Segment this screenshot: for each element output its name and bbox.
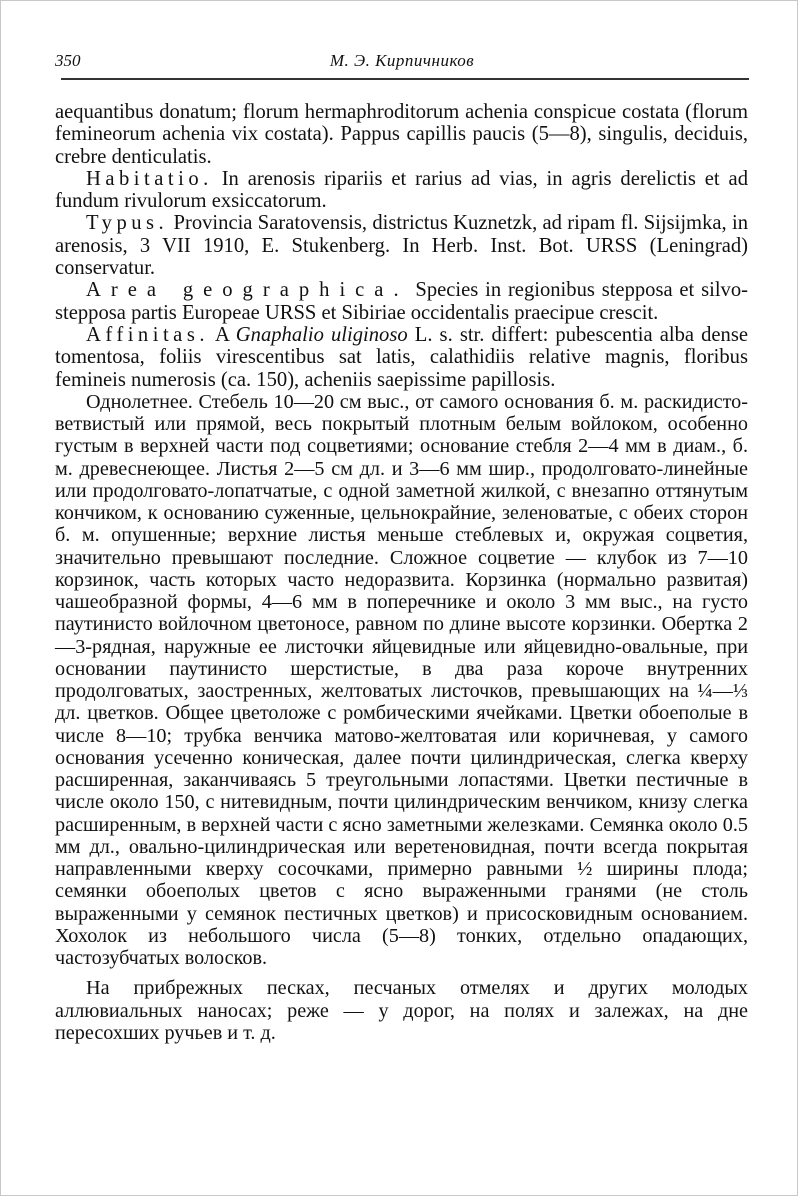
typus-label: Typus. bbox=[86, 212, 169, 235]
area-text: Species in regionibus stepposa et silvo-stepposa partis Europeae URSS et Sibiriae occidentalis praecipue crescit. bbox=[55, 279, 748, 324]
affinitas-species: Gnaphalio uliginoso bbox=[235, 323, 408, 346]
russian-description-paragraph: Однолетнее. Стебель 10—20 см выс., от самого основания б. м. раскидисто-ветвистый или прямой, весь покрытый плотным белым войлоком, особенно густым в верхней части под соцветиями; основание стебля 2—4 мм в диам., б. м. древеснеющее. Листья 2—5 см дл. и 3—6 мм шир., продолговато-линейные или продолговато-лопатчатые, с одной заметной жилкой, с внезапно оттянутым кончиком, к основанию суженные, цельнокрайние, зеленоватые, с обеих сторон б. м. опушенные; верхние листья меньше стеблевых и, окружая соцветия, значительно превышают последние. Сложное соцветие — клубок из 7—10 корзинок, часть которых часто недоразвита. Корзинка (нормально развитая) чашеобразной формы, 4—6 мм в поперечнике и около 3 мм выс., на густо паутинисто войлочном цветоносе, равном по длине высоте корзинки. Обертка 2—3-рядная, наружные ее листочки яйцевидные или яйцевидно-овальные, при основании паутинисто шерстистые, в два раза короче внутренних продолговатых, заостренных, желтоватых листочков, превышающих на ¼—⅓ дл. цветков. Общее цветоложе с ромбическими ячейками. Цветки обоеполые в числе 8—10; трубка венчика матово-желтоватая или коричневая, у самого основания усеченно коническая, далее почти цилиндрическая, слегка кверху расширенная, заканчиваясь 5 треугольными лопастями. Цветки пестичные в числе около 150, с нитевидным, почти цилиндрическим венчиком, книзу слегка расширенным, в верхней части с ясно заметными железками. Семянка около 0.5 мм дл., овально-цилиндрическая или веретеновидная, почти всегда покрытая направленными кверху сосочками, примерно равными ½ ширины плода; семянки обоеполых цветов с ясно выраженными гранями (не столь выраженными у семянок пестичных цветков) и присосковидным основанием. Хохолок из небольшого числа (5—8) тонких, отдельно опадающих, частозубчатых волосков. bbox=[55, 390, 748, 970]
area-label: Area geographica. bbox=[86, 279, 409, 302]
affinitas-pre: A bbox=[208, 323, 236, 346]
habitatio-text: In arenosis ripariis et rarius ad vias, in agris derelictis et ad fundum rivulorum exsiccatorum. bbox=[55, 167, 748, 213]
habitatio-label: Habitatio. bbox=[86, 167, 213, 190]
affinitas-text: L. s. str. differt: pubescentia alba dense tomentosa, foliis virescentibus sat latis, calathidiis relative magnis, floribus femineis numerosis (ca. 150), acheniis saepissime papillosis. bbox=[55, 323, 748, 391]
paragraph-gap bbox=[55, 969, 748, 977]
affinitas-label: Affinitas. bbox=[86, 323, 209, 346]
area-paragraph bbox=[55, 279, 748, 324]
running-head-author: М. Э. Кирпичников bbox=[329, 51, 475, 70]
typus-paragraph bbox=[55, 212, 748, 279]
header-rule bbox=[61, 78, 749, 80]
running-head bbox=[55, 51, 749, 75]
latin-diagnosis-continuation: aequantibus donatum; florum hermaphroditorum achenia conspicue costata (florum femineorum achenia vix costata). Pappus capillis paucis (5—8), singulis, deciduis, crebre denticulatis. bbox=[55, 101, 748, 168]
russian-habitat-paragraph: На прибрежных песках, песчаных отмелях и других молодых аллювиальных наносах; реже — у дорог, на полях и залежах, на дне пересохших ручьев и т. д. bbox=[55, 977, 748, 1044]
typus-text: Provincia Saratovensis, districtus Kuznetzk, ad ripam fl. Sijsijmka, in arenosis, 3 VII 1910, E. Stukenberg. In Herb. Inst. Bot. URSS (Leningrad) conservatur. bbox=[55, 212, 748, 280]
page-number: 350 bbox=[55, 51, 81, 70]
body-text bbox=[55, 101, 748, 1044]
affinitas-paragraph bbox=[55, 324, 748, 391]
habitatio-paragraph bbox=[55, 168, 748, 213]
